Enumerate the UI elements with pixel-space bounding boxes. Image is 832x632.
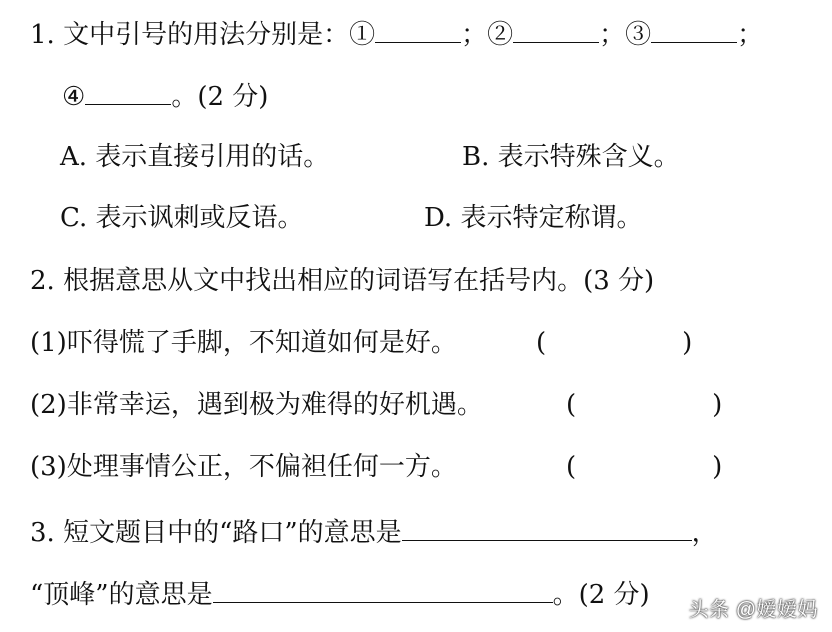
q1-option-a: A. 表示直接引用的话。: [60, 142, 330, 172]
q2-item-2-text: (2)非常幸运，遇到极为难得的好机遇。: [30, 390, 483, 420]
q2-item-1-answer-field[interactable]: [536, 326, 692, 360]
q1-option-b: B. 表示特殊含义。: [462, 142, 680, 172]
q3-line-1: [30, 514, 718, 548]
q1-separator-1: ；②: [461, 20, 514, 50]
q2-item-2: [30, 388, 820, 422]
q2-title: 2. 根据意思从文中找出相应的词语写在括号内。(3 分): [30, 266, 655, 296]
q1-answer-blank-3[interactable]: [651, 16, 737, 43]
q3-answer-blank-1[interactable]: [402, 514, 692, 541]
q2-item-3-close-paren: ): [712, 452, 723, 482]
q1-option-d: D. 表示特定称谓。: [424, 203, 643, 233]
q2-item-3-text: (3)处理事情公正，不偏袒任何一方。: [30, 452, 457, 482]
q1-line2-suffix: 。(2 分): [171, 82, 269, 112]
q2-item-3-answer-field[interactable]: [566, 450, 722, 484]
q3-line2-prefix: “顶峰”的意思是: [30, 580, 213, 610]
q1-answer-blank-2[interactable]: [513, 16, 599, 43]
q1-answer-blank-1[interactable]: [375, 16, 461, 43]
q1-line2-prefix: ④: [62, 82, 86, 112]
q1-line-2: [62, 78, 268, 112]
q1-answer-blank-4[interactable]: [85, 78, 171, 105]
q2-item-2-open-paren: (: [566, 390, 577, 420]
watermark: 头条 @嫒嫒妈: [688, 599, 818, 621]
q2-item-1-close-paren: ): [682, 328, 693, 358]
q3-line1-prefix: 3. 短文题目中的“路口”的意思是: [30, 518, 402, 548]
q1-line-1: [30, 16, 763, 50]
q2-item-3: [30, 450, 820, 484]
q2-item-2-close-paren: ): [712, 390, 723, 420]
q2-item-2-answer-field[interactable]: [566, 388, 722, 422]
q3-line1-suffix: ，: [691, 518, 718, 548]
q2-item-1: [30, 326, 820, 360]
q1-separator-3: ；: [737, 20, 764, 50]
q1-separator-2: ；③: [599, 20, 652, 50]
q1-option-c: C. 表示讽刺或反语。: [60, 203, 304, 233]
q3-line-2: [30, 576, 650, 610]
q2-item-3-open-paren: (: [566, 452, 577, 482]
q3-answer-blank-2[interactable]: [213, 576, 553, 603]
q2-item-1-open-paren: (: [536, 328, 547, 358]
q1-prefix: 1. 文中引号的用法分别是：①: [30, 20, 376, 50]
q3-line2-suffix: 。(2 分): [552, 580, 650, 610]
q2-item-1-text: (1)吓得慌了手脚，不知道如何是好。: [30, 328, 457, 358]
